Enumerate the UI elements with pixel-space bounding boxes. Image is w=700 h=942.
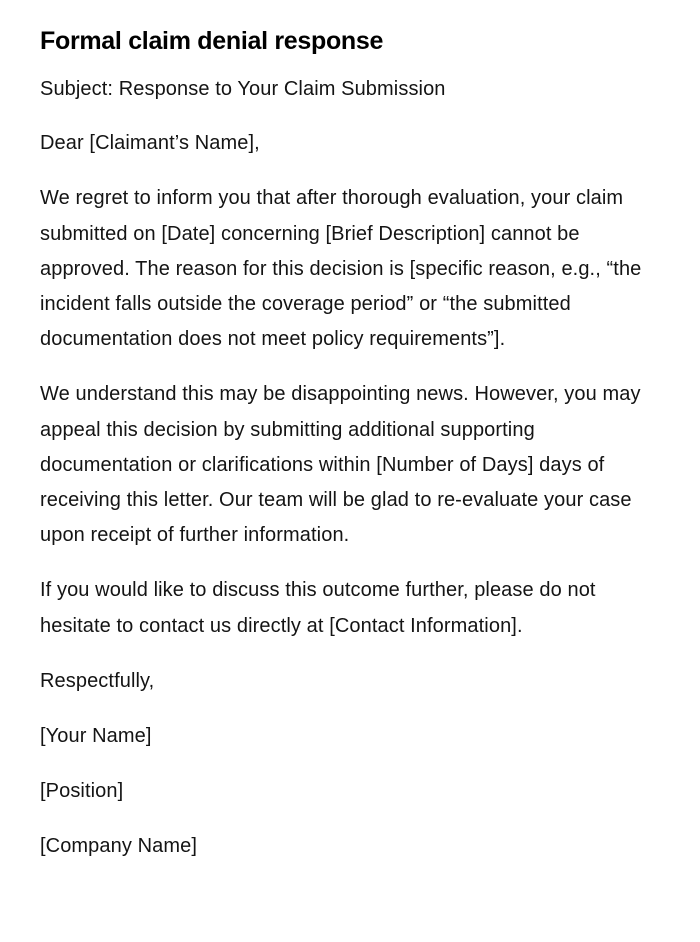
- signature-company: [Company Name]: [40, 835, 198, 858]
- body-paragraph-appeal: We understand this may be disappointing news. However, you may appeal this decision by submitting additional supporting documentation or clarifications within [Number of Days] days of receiving this letter. Our team will be glad to re-evaluate your case upon receipt of further information.: [40, 383, 641, 547]
- body-paragraph-decision: We regret to inform you that after thorough evaluation, your claim submitted on [Date] concerning [Brief Description] cannot be approved. The reason for this decision is [specific reason, e.g., “the incident falls outside the coverage period” or “the submitted documentation does not meet policy requirements”].: [40, 187, 642, 351]
- salutation: Dear [Claimant’s Name],: [40, 132, 260, 155]
- document-title: Formal claim denial response: [40, 27, 384, 55]
- signature-name: [Your Name]: [40, 725, 152, 748]
- closing: Respectfully,: [40, 669, 155, 692]
- signature-position: [Position]: [40, 780, 124, 803]
- body-paragraph-contact: If you would like to discuss this outcome further, please do not hesitate to contact us directly at [Contact Information].: [40, 579, 596, 637]
- subject-line: Subject: Response to Your Claim Submission: [40, 78, 446, 100]
